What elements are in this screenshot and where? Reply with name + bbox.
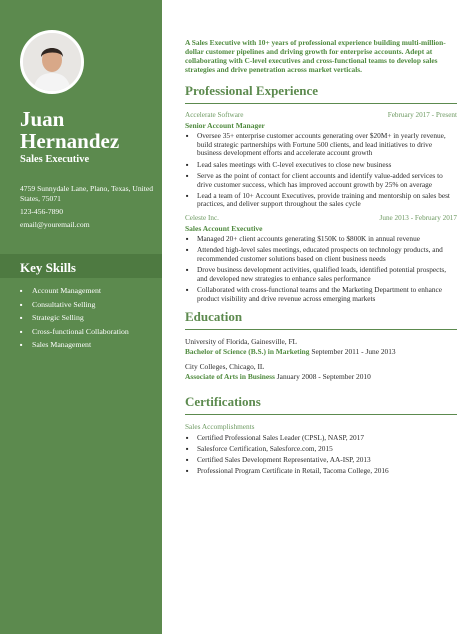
degree: Associate of Arts in Business — [185, 371, 275, 381]
certification-item: ■ Certified Sales Development Representative, AA-ISP, 2013 — [185, 456, 457, 465]
job-dates: February 2017 - Present — [387, 111, 457, 119]
bullet-item: ■ Lead sales meetings with C-level executives to close new business — [185, 161, 457, 170]
certification-item: ■ Certified Professional Sales Leader (CPSL), NASP, 2017 — [185, 434, 457, 443]
degree-dates: September 2011 - June 2013 — [311, 346, 396, 356]
skill-item: ■ Sales Management — [20, 340, 129, 354]
certifications-heading: Certifications — [185, 394, 457, 415]
bullet-item: ■ Lead a team of 10+ Account Executives, provide training and mentorship on sales best practices, and deliver support throughout the sales cycle — [185, 192, 457, 209]
bullet-item: ■ Attended high-level sales meetings, educated prospects on technology products, and recommended customer solutions based on client business needs — [185, 246, 457, 263]
certification-list — [185, 434, 457, 476]
main-content — [185, 38, 457, 481]
degree: Bachelor of Science (B.S.) in Marketing — [185, 346, 310, 356]
company-name: Accelerate Software — [185, 111, 244, 119]
profile-photo — [20, 30, 84, 94]
job-role: Sales Executive — [20, 154, 90, 165]
candidate-name — [20, 108, 155, 152]
skill-item: ■ Strategic Selling — [20, 313, 129, 327]
last-name: Hernandez — [20, 129, 120, 153]
bullet-item: ■ Oversee 35+ enterprise customer accounts generating over $20M+ in yearly revenue, build strategic partnerships with Fortune 500 clients, and lead initiatives to drive business development efforts and accelerate account growth — [185, 132, 457, 158]
school-name: University of Florida, Gainesville, FL — [185, 336, 298, 346]
certification-item: ■ Professional Program Certificate in Retail, Tacoma College, 2016 — [185, 467, 457, 476]
company-name: Celeste Inc. — [185, 214, 219, 223]
address: 4759 Sunnydale Lane, Plano, Texas, United States, 75071 — [20, 184, 154, 203]
degree-line — [185, 372, 457, 382]
school-name: City Colleges, Chicago, IL — [185, 361, 265, 371]
skill-item: ■ Consultative Selling — [20, 300, 129, 314]
job-title: Sales Account Executive — [185, 224, 263, 234]
degree-line — [185, 347, 457, 357]
job-header — [185, 111, 457, 119]
bullet-item: ■ Collaborated with cross-functional teams and the Marketing Department to enhance product visibility and drive revenue across emerging markets — [185, 286, 457, 303]
job-title: Senior Account Manager — [185, 121, 265, 130]
bullet-item: ■ Drove business development activities, qualified leads, identified potential prospects, and developed new strategies to enhance sales performance — [185, 266, 457, 283]
sidebar — [0, 0, 162, 634]
job-dates: June 2013 - February 2017 — [379, 214, 457, 223]
bullet-item: ■ Serve as the point of contact for client accounts and identify value-added services to drive customer success, which has improved account growth by 25% on average — [185, 172, 457, 189]
degree-dates: January 2008 - September 2010 — [276, 371, 371, 381]
phone: 123-456-7890 — [20, 207, 64, 216]
education-heading: Education — [185, 309, 457, 330]
certifications-subtitle: Sales Accomplishments — [185, 421, 255, 431]
job-bullets — [185, 235, 457, 303]
certification-item: ■ Salesforce Certification, Salesforce.com, 2015 — [185, 445, 457, 454]
experience-heading: Professional Experience — [185, 83, 457, 104]
skill-item: ■ Account Management — [20, 286, 129, 300]
job-header — [185, 214, 457, 222]
skills-heading: Key Skills — [20, 260, 76, 275]
job-bullets — [185, 132, 457, 209]
summary: A Sales Executive with 10+ years of professional experience building multi-million-dollar customer pipelines and driving growth for enterprise accounts. Adept at collaborating with C-level executives and cross-functional teams to develop sales strategies and drive penetration across market verticals. — [185, 38, 446, 74]
skill-item: ■ Cross-functional Collaboration — [20, 327, 129, 341]
bullet-item: ■ Managed 20+ client accounts generating $150K to $800K in annual revenue — [185, 235, 457, 244]
skills-list — [20, 286, 129, 354]
email: email@youremail.com — [20, 220, 90, 229]
person-portrait-icon — [23, 33, 81, 91]
contact-info — [20, 184, 155, 233]
first-name: Juan — [20, 107, 65, 131]
